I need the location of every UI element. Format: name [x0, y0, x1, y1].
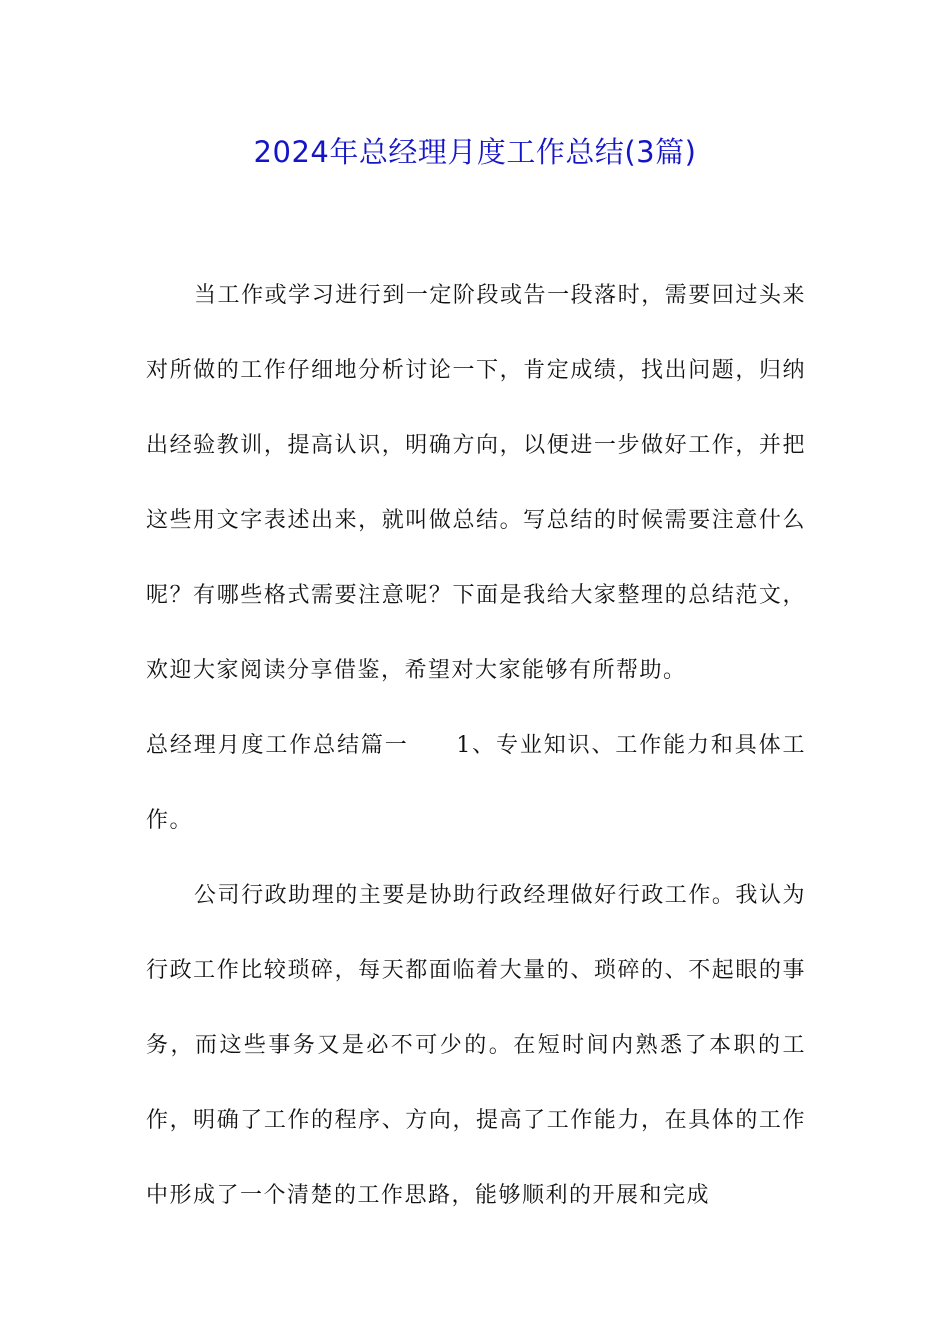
- intro-paragraph: 当工作或学习进行到一定阶段或告一段落时，需要回过头来对所做的工作仔细地分析讨论一下，肯定成绩，找出问题，归纳出经验教训，提高认识，明确方向，以便进一步做好工作，并把这些用文字表述出来，就叫做总结。写总结的时候需要注意什么呢？有哪些格式需要注意呢？下面是我给大家整理的总结范文，欢迎大家阅读分享借鉴，希望对大家能够有所帮助。: [146, 283, 806, 683]
- document-title: 2024年总经理月度工作总结(3篇): [253, 135, 697, 169]
- section-spacer: [409, 733, 457, 758]
- section-paragraph: [146, 708, 806, 858]
- section-item: 1、专业知识、工作能力和具体工作。: [146, 733, 806, 833]
- body-paragraph: 公司行政助理的主要是协助行政经理做好行政工作。我认为行政工作比较琐碎，每天都面临着大量的、琐碎的、不起眼的事务，而这些事务又是必不可少的。在短时间内熟悉了本职的工作，明确了工作的程序、方向，提高了工作能力，在具体的工作中形成了一个清楚的工作思路，能够顺利的开展和完成: [146, 883, 806, 1208]
- section-heading: 总经理月度工作总结篇一: [146, 733, 409, 758]
- document-body: [146, 258, 806, 1233]
